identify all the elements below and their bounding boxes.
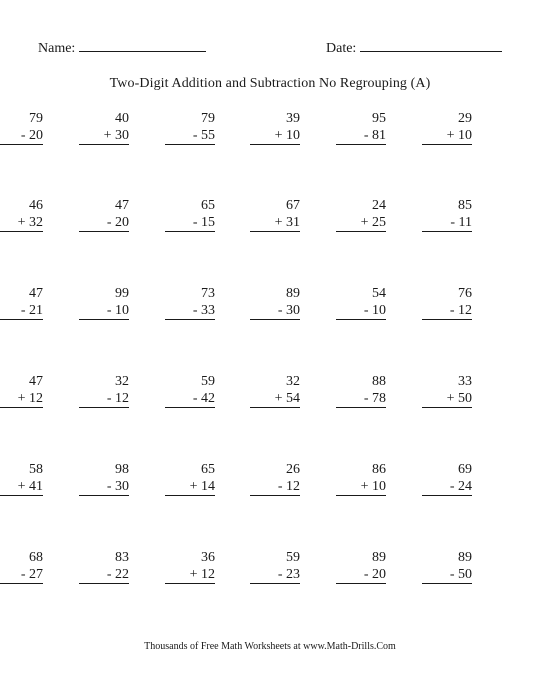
problem-item (250, 373, 300, 408)
problem-bottom-number: - 21 (0, 302, 43, 320)
problem-top-number: 69 (458, 462, 472, 477)
worksheet-title: Two-Digit Addition and Subtraction No Regrouping (A) (109, 76, 431, 91)
name-field (38, 38, 206, 57)
problem-bottom-number: - 30 (250, 302, 300, 320)
problem-bottom-number: - 10 (79, 302, 129, 320)
problem-item (0, 373, 43, 408)
problem-bottom-number: - 20 (0, 127, 43, 145)
header-row (0, 38, 540, 58)
problem-item (165, 285, 215, 320)
problem-bottom-number: + 31 (250, 214, 300, 232)
problem-bottom-number: + 10 (336, 478, 386, 496)
problem-item (422, 373, 472, 408)
problem-bottom-number: + 12 (0, 390, 43, 408)
problem-top-number: 32 (115, 374, 129, 389)
problem-bottom-number: - 42 (165, 390, 215, 408)
problem-item (79, 549, 129, 584)
problem-bottom-number: + 25 (336, 214, 386, 232)
problem-item (0, 549, 43, 584)
problem-item (0, 285, 43, 320)
problem-item (250, 285, 300, 320)
problem-top-number: 89 (286, 286, 300, 301)
problem-top-number: 54 (372, 286, 386, 301)
date-label: Date: (326, 41, 357, 56)
problem-top-number: 39 (286, 111, 300, 126)
problem-bottom-number: - 15 (165, 214, 215, 232)
problem-item (165, 110, 215, 145)
problem-item (336, 461, 386, 496)
problem-bottom-number: + 32 (0, 214, 43, 232)
problem-grid (0, 110, 540, 630)
problem-top-number: 79 (29, 111, 43, 126)
problem-bottom-number: - 78 (336, 390, 386, 408)
problem-item (79, 197, 129, 232)
problem-item (79, 110, 129, 145)
problem-bottom-number: + 10 (422, 127, 472, 145)
problem-bottom-number: - 30 (79, 478, 129, 496)
problem-top-number: 73 (201, 286, 215, 301)
problem-item (336, 285, 386, 320)
problem-item (250, 461, 300, 496)
problem-top-number: 47 (115, 198, 129, 213)
problem-bottom-number: - 55 (165, 127, 215, 145)
problem-top-number: 95 (372, 111, 386, 126)
problem-top-number: 86 (372, 462, 386, 477)
problem-top-number: 65 (201, 198, 215, 213)
problem-bottom-number: + 10 (250, 127, 300, 145)
date-blank-line[interactable] (360, 38, 502, 52)
problem-top-number: 33 (458, 374, 472, 389)
date-field (326, 38, 502, 57)
problem-item (165, 373, 215, 408)
problem-bottom-number: - 20 (79, 214, 129, 232)
problem-bottom-number: + 12 (165, 566, 215, 584)
problem-item (79, 461, 129, 496)
problem-top-number: 46 (29, 198, 43, 213)
problem-bottom-number: - 24 (422, 478, 472, 496)
problem-bottom-number: + 41 (0, 478, 43, 496)
problem-bottom-number: - 11 (422, 214, 472, 232)
problem-bottom-number: + 54 (250, 390, 300, 408)
problem-top-number: 88 (372, 374, 386, 389)
problem-top-number: 83 (115, 550, 129, 565)
problem-item (250, 549, 300, 584)
problem-top-number: 76 (458, 286, 472, 301)
problem-item (0, 461, 43, 496)
problem-bottom-number: - 22 (79, 566, 129, 584)
problem-bottom-number: - 23 (250, 566, 300, 584)
problem-bottom-number: - 81 (336, 127, 386, 145)
problem-item (422, 197, 472, 232)
problem-top-number: 67 (286, 198, 300, 213)
problem-item (336, 373, 386, 408)
problem-item (165, 549, 215, 584)
problem-item (79, 285, 129, 320)
problem-item (250, 197, 300, 232)
problem-bottom-number: + 30 (79, 127, 129, 145)
problem-bottom-number: - 12 (250, 478, 300, 496)
problem-top-number: 59 (201, 374, 215, 389)
name-blank-line[interactable] (79, 38, 206, 52)
problem-top-number: 79 (201, 111, 215, 126)
problem-top-number: 89 (458, 550, 472, 565)
problem-top-number: 29 (458, 111, 472, 126)
problem-item (336, 197, 386, 232)
problem-top-number: 40 (115, 111, 129, 126)
problem-item (165, 461, 215, 496)
problem-top-number: 68 (29, 550, 43, 565)
problem-item (422, 110, 472, 145)
problem-top-number: 26 (286, 462, 300, 477)
problem-top-number: 99 (115, 286, 129, 301)
problem-item (250, 110, 300, 145)
problem-top-number: 36 (201, 550, 215, 565)
problem-top-number: 89 (372, 550, 386, 565)
problem-top-number: 24 (372, 198, 386, 213)
problem-top-number: 98 (115, 462, 129, 477)
problem-top-number: 32 (286, 374, 300, 389)
problem-bottom-number: + 14 (165, 478, 215, 496)
problem-top-number: 59 (286, 550, 300, 565)
problem-top-number: 65 (201, 462, 215, 477)
problem-item (422, 285, 472, 320)
problem-item (0, 110, 43, 145)
problem-bottom-number: - 27 (0, 566, 43, 584)
problem-item (422, 461, 472, 496)
problem-top-number: 47 (29, 286, 43, 301)
footer-text: Thousands of Free Math Worksheets at www.Math-Drills.Com (144, 641, 396, 652)
problem-item (422, 549, 472, 584)
problem-top-number: 58 (29, 462, 43, 477)
problem-bottom-number: - 20 (336, 566, 386, 584)
problem-bottom-number: - 50 (422, 566, 472, 584)
problem-bottom-number: + 50 (422, 390, 472, 408)
problem-item (336, 549, 386, 584)
name-label: Name: (38, 41, 76, 56)
problem-item (336, 110, 386, 145)
problem-bottom-number: - 12 (422, 302, 472, 320)
problem-bottom-number: - 33 (165, 302, 215, 320)
problem-item (0, 197, 43, 232)
problem-top-number: 47 (29, 374, 43, 389)
problem-bottom-number: - 12 (79, 390, 129, 408)
problem-bottom-number: - 10 (336, 302, 386, 320)
problem-item (165, 197, 215, 232)
problem-top-number: 85 (458, 198, 472, 213)
problem-item (79, 373, 129, 408)
